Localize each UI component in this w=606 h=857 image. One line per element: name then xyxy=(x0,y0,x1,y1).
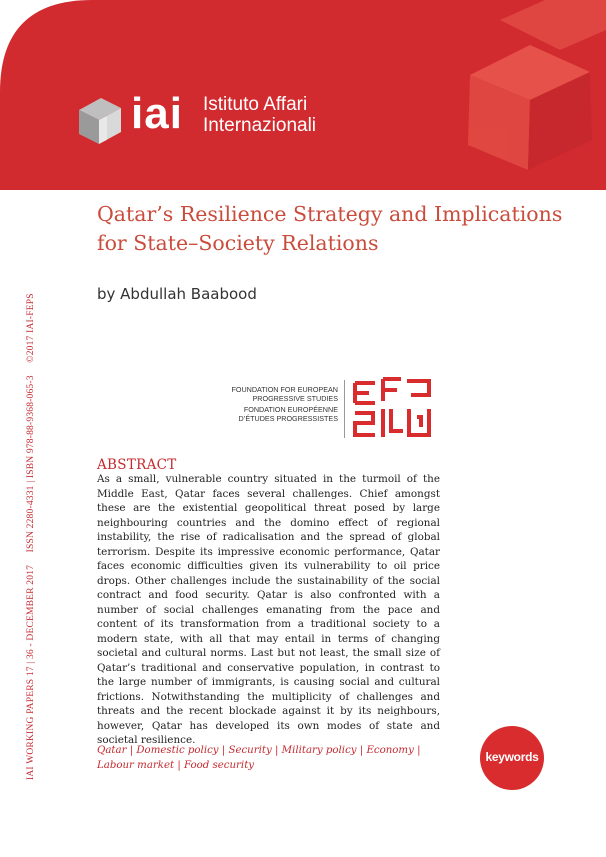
partner-line-2: PROGRESSIVE STUDIES xyxy=(252,394,338,403)
partner-divider xyxy=(344,380,345,438)
keyword-food-security[interactable]: Food security xyxy=(184,759,255,771)
keyword-security[interactable]: Security xyxy=(228,745,272,756)
keyword-separator: | xyxy=(126,745,137,756)
abstract-heading: ABSTRACT xyxy=(97,457,177,473)
keyword-domestic-policy[interactable]: Domestic policy xyxy=(136,745,219,756)
institute-name-line1: Istituto Affari xyxy=(203,94,308,115)
cube-icon xyxy=(75,90,125,146)
keyword-separator: | xyxy=(413,745,421,756)
partner-block xyxy=(230,385,440,445)
institute-name xyxy=(203,94,316,136)
abstract-text: As a small, vulnerable country situated in the turmoil of the Middle East, Qatar faces several challenges. Chief amongst these are the existential geopolitical threat posed by large neighbouring countries and the domino effect of regional instability, the rise of radicalisation and the spread of global terrorism. Despite its impressive economic performance, Qatar faces economic difficulties given its vulnerability to oil price drops. Other challenges include the sustainability of the social contract and food security. Qatar is also confronted with a number of social challenges emanating from the pace and content of its transformation from a traditional society to a modern state, with all that may entail in terms of changing societal and cultural norms. Last but not least, the small size of Qatar’s traditional and conservative population, in contrast to the large number of immigrants, is causing social and cultural frictions. Notwithstanding the multiplicity of challenges and threats and the recent blockade against it by its neighbours, however, Qatar has developed its own modes of state and societal resilience. xyxy=(97,473,440,746)
copyright-info: ©2017 IAI-FEPS xyxy=(26,293,36,363)
keyword-separator: | xyxy=(356,745,367,756)
document-author: by Abdullah Baabood xyxy=(97,285,257,303)
keyword-separator: | xyxy=(271,745,282,756)
document-title: Qatar’s Resilience Strategy and Implications for State–Society Relations xyxy=(97,202,563,255)
issn-info: ISSN 2280-4331 | ISBN 978-88-9368-065-3 xyxy=(26,375,36,553)
series-info: IAI WORKING PAPERS 17 | 36 - DECEMBER 2017 xyxy=(26,564,36,780)
logo-wordmark: iai xyxy=(131,89,183,138)
institute-logo[interactable] xyxy=(75,90,375,150)
keyword-separator: | xyxy=(218,745,229,756)
partner-line-3: FONDATION EUROPÉENNE xyxy=(243,405,338,414)
partner-name xyxy=(230,385,338,423)
keyword-qatar[interactable]: Qatar xyxy=(97,745,127,756)
partner-line-1: FOUNDATION FOR EUROPEAN xyxy=(231,385,338,394)
keywords-badge xyxy=(480,726,544,790)
keyword-economy[interactable]: Economy xyxy=(366,745,414,756)
keyword-labour-market[interactable]: Labour market xyxy=(97,759,175,771)
keywords-badge-label: keywords xyxy=(485,750,539,764)
partner-line-4: D’ÉTUDES PROGRESSISTES xyxy=(238,414,338,423)
keyword-separator: | xyxy=(174,759,184,771)
feps-maze-logo xyxy=(347,373,437,443)
keyword-military-policy[interactable]: Military policy xyxy=(281,745,357,756)
side-margin-text xyxy=(26,180,36,780)
institute-name-line2: Internazionali xyxy=(203,115,317,136)
keywords-list xyxy=(97,744,457,773)
